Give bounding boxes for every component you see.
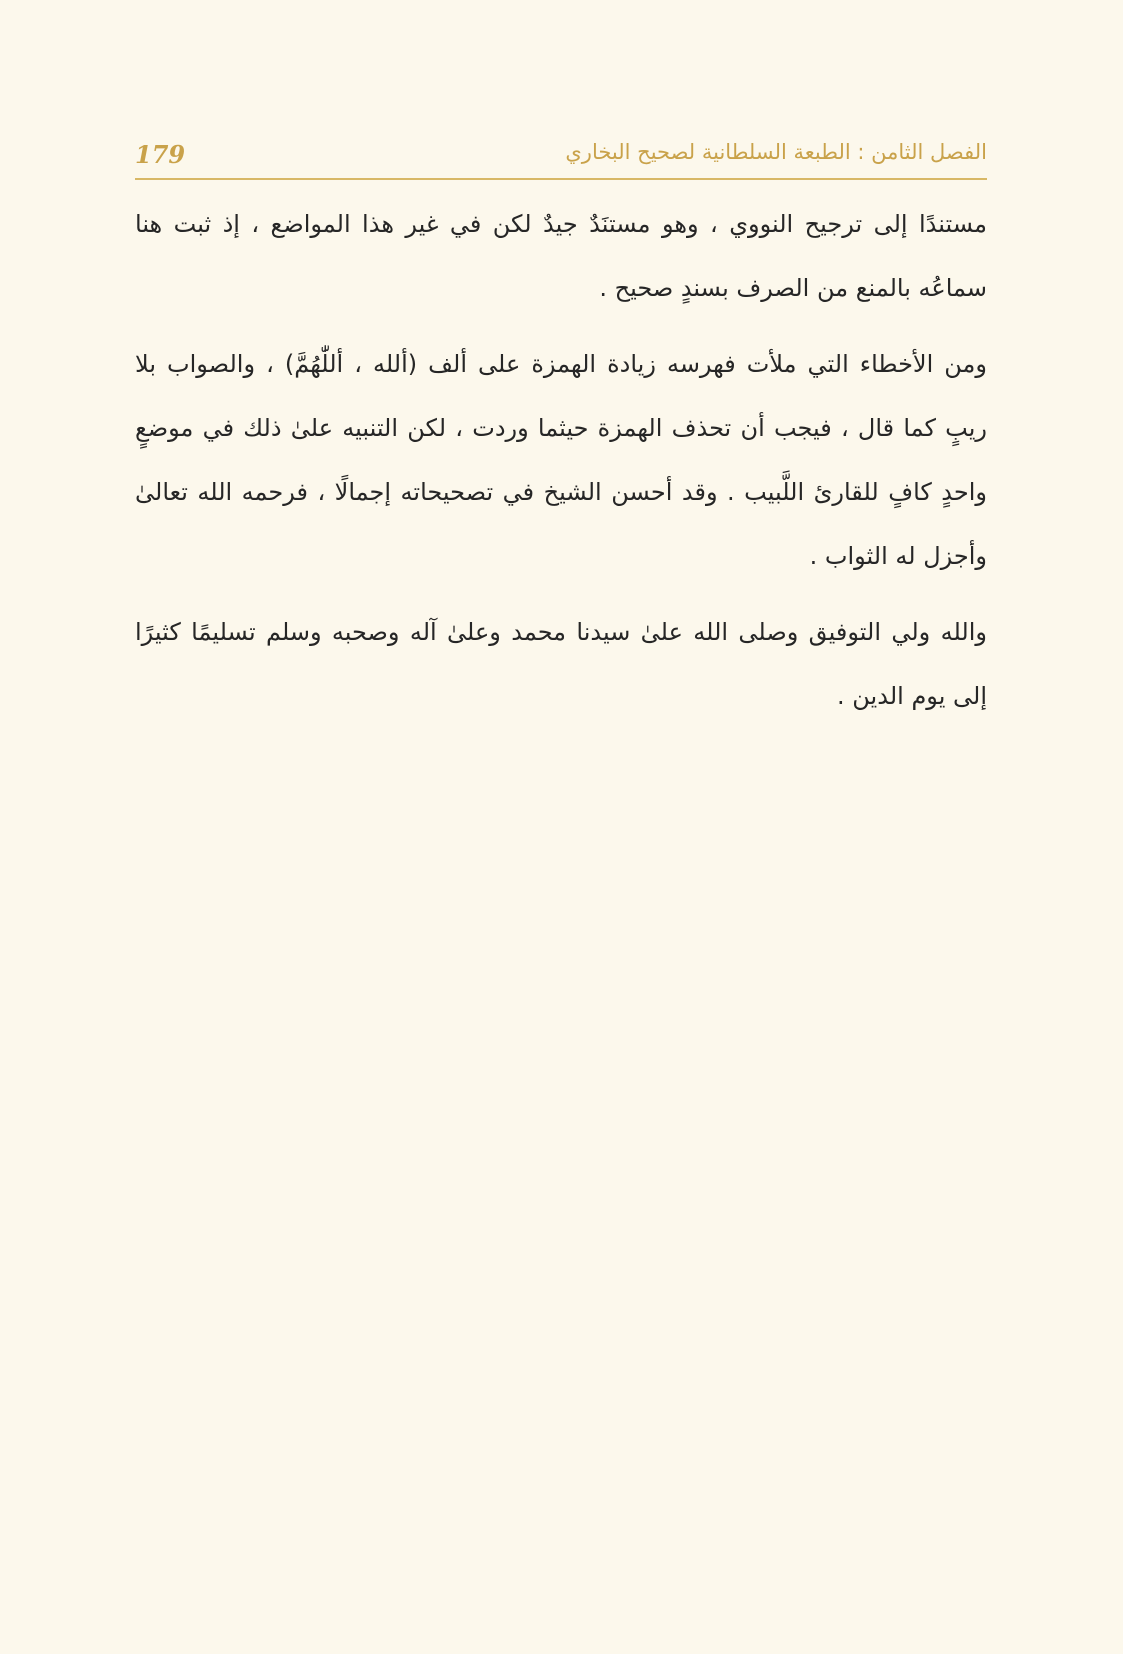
running-header (135, 130, 987, 178)
chapter-title: الفصل الثامن : الطبعة السلطانية لصحيح البخاري (565, 140, 987, 164)
paragraph-2: ومن الأخطاء التي ملأت فهرسه زيادة الهمزة على ألف (ألله ، أللّٰهُمَّ) ، والصواب بلا ريبٍ كما قال ، فيجب أن تحذف الهمزة حيثما وردت ، لكن التنبيه علىٰ ذلك في موضعٍ واحدٍ كافٍ للقارئ اللَّبيب . وقد أحسن الشيخ في تصحيحاته إجمالًا ، فرحمه الله تعالىٰ وأجزل له الثواب . (135, 350, 987, 570)
paragraph-3: والله ولي التوفيق وصلى الله علىٰ سيدنا محمد وعلىٰ آله وصحبه وسلم تسليمًا كثيرًا إلى يوم الدين . (135, 618, 987, 710)
header-divider (135, 178, 987, 180)
page-number: 179 (135, 140, 186, 169)
book-page (135, 130, 987, 740)
paragraph-1: مستندًا إلى ترجيح النووي ، وهو مستنَدٌ جيدٌ لكن في غير هذا المواضع ، إذ ثبت هنا سماعُه بالمنع من الصرف بسندٍ صحيح . (135, 210, 987, 302)
body-text (135, 192, 987, 728)
